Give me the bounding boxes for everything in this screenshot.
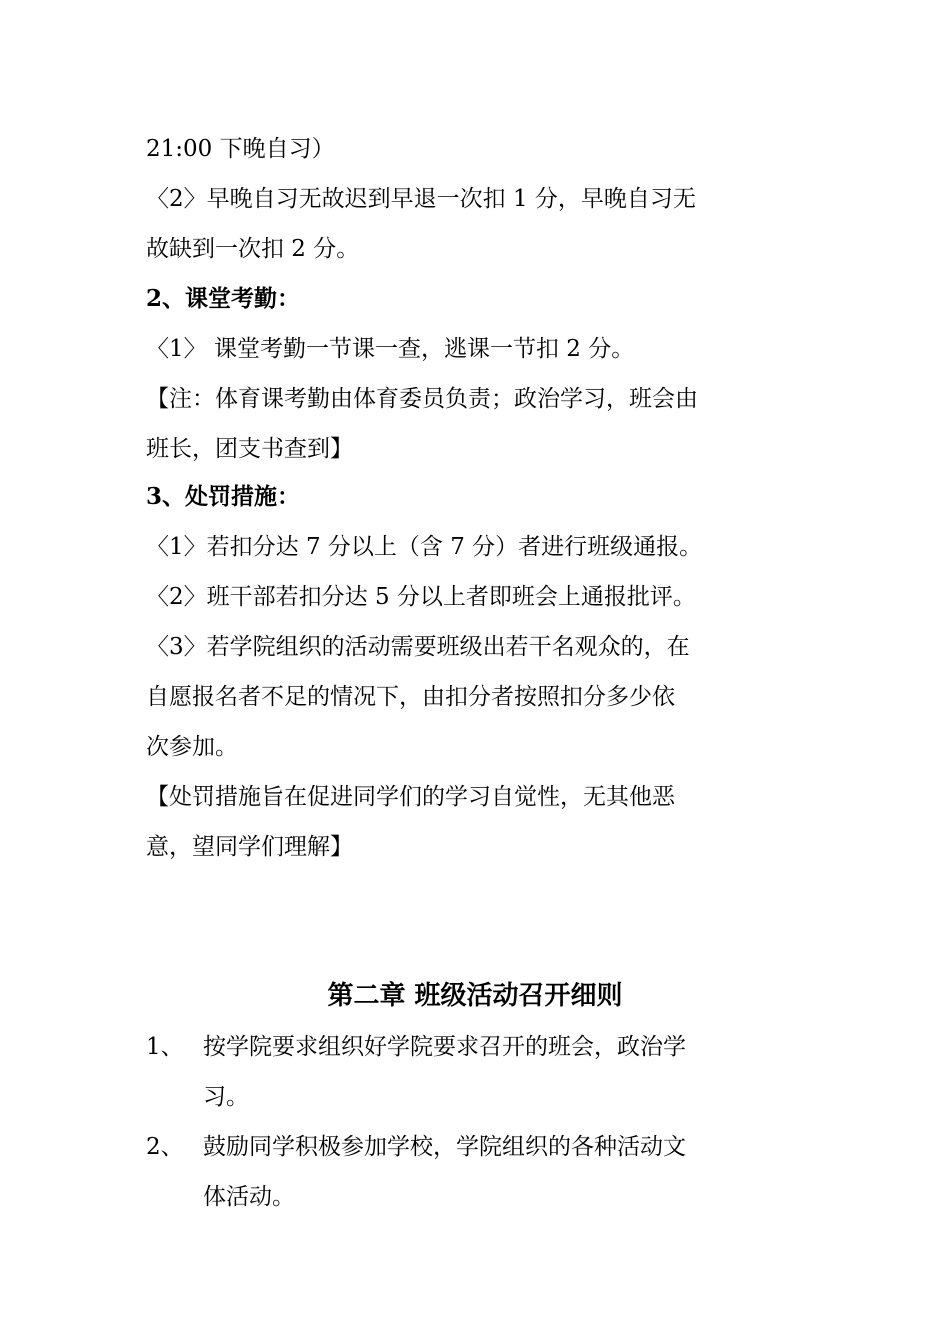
chapter-title: 第二章 班级活动召开细则 [327, 981, 623, 1011]
note-line: 【处罚措施旨在促进同学们的学习自觉性，无其他恶 [146, 784, 675, 810]
list-item-text: 鼓励同学积极参加学校，学院组织的各种活动文 [203, 1134, 686, 1160]
paragraph-line: 〈1〉 课堂考勤一节课一查，逃课一节扣 2 分。 [146, 336, 635, 362]
section-heading: 3、处罚措施： [146, 483, 301, 510]
paragraph-line: 故缺到一次扣 2 分。 [146, 236, 360, 262]
paragraph-line: 次参加。 [146, 734, 238, 760]
paragraph-line: 〈3〉若学院组织的活动需要班级出若干名观众的，在 [146, 634, 690, 660]
section-heading: 2、课堂考勤： [146, 285, 301, 312]
note-line: 意，望同学们理解】 [146, 834, 353, 860]
paragraph-line: 自愿报名者不足的情况下，由扣分者按照扣分多少依 [146, 684, 675, 710]
paragraph-line: 〈2〉班干部若扣分达 5 分以上者即班会上通报批评。 [146, 584, 696, 610]
list-item-text: 习。 [203, 1084, 249, 1110]
paragraph-line: 〈1〉若扣分达 7 分以上（含 7 分）者进行班级通报。 [146, 534, 703, 560]
list-item-number: 2、 [146, 1134, 184, 1160]
paragraph-line: 21:00 下晚自习） [146, 136, 335, 162]
list-item-text: 按学院要求组织好学院要求召开的班会，政治学 [203, 1034, 686, 1060]
paragraph-line: 〈2〉早晚自习无故迟到早退一次扣 1 分，早晚自习无 [146, 186, 696, 212]
list-item-number: 1、 [146, 1034, 184, 1060]
list-item-text: 体活动。 [203, 1184, 295, 1210]
note-line: 班长，团支书查到】 [146, 436, 353, 462]
note-line: 【注：体育课考勤由体育委员负责；政治学习，班会由 [146, 386, 698, 412]
